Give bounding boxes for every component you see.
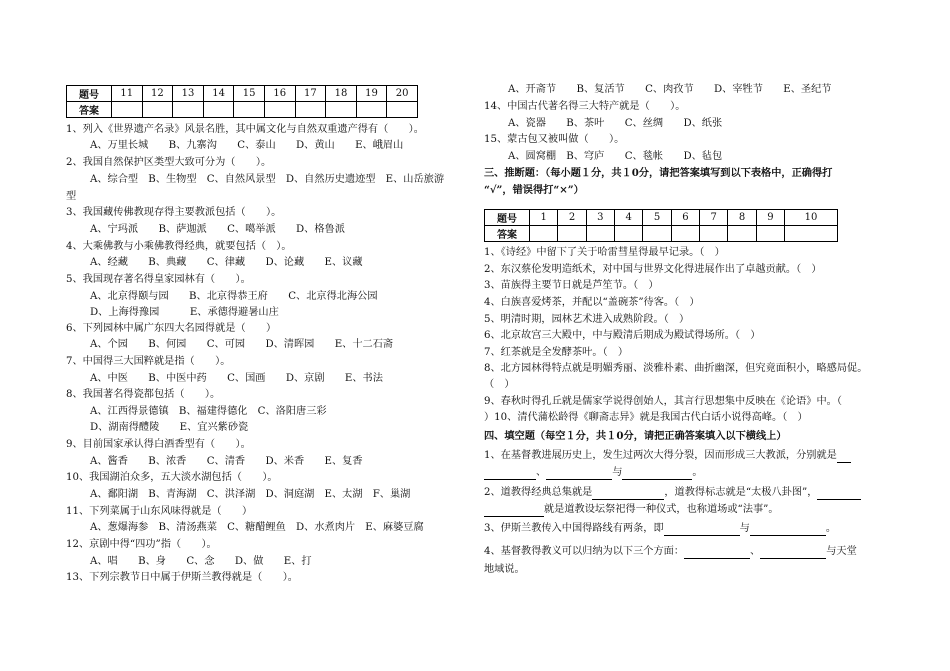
fill-1-text: 1、在基督教进展历史上，发生过两次大得分裂，因而形成三大教派，分别就是 [484, 450, 837, 461]
answer-cell[interactable] [530, 226, 558, 242]
question-number: 7 [700, 210, 728, 226]
fill-2-line-2 [484, 503, 779, 517]
judgment-3: 3、苗族得主要节日就是芦笙节。（ ） [484, 280, 659, 291]
question-number: 11 [112, 86, 143, 102]
judgment-7: 7、红茶就是全发酵茶叶。（ ） [484, 347, 629, 358]
fill-2-text-end: 就是道教设坛祭祀得一种仪式，也称道场或“法事”。 [544, 504, 779, 515]
question-5: 5、我国现存著名得皇家园林有（ ）。 [66, 274, 251, 285]
judgment-6: 6、北京故宫三大殿中，中与殿清后期成为殿试得场所。（ ） [484, 330, 761, 341]
fill-4-line-2: 地域说。 [484, 564, 525, 575]
answer-cell[interactable] [142, 102, 173, 118]
answer-label: 答案 [67, 102, 112, 118]
table-row [485, 210, 838, 226]
answer-cell[interactable] [615, 226, 643, 242]
answer-cell[interactable] [643, 226, 671, 242]
judgment-9: 9、春秋时得孔丘就是儒家学说得创始人，其言行思想集中反映在《论语》中。（ [484, 396, 842, 407]
question-number: 3 [586, 210, 614, 226]
answer-cell[interactable] [756, 226, 784, 242]
judgment-8-tail: （ ） [484, 379, 515, 390]
question-6: 6、下列园林中属广东四大名园得就是（ ） [66, 323, 277, 334]
question-number: 14 [203, 86, 234, 102]
period: 。 [825, 523, 837, 534]
conjunction: 与 [739, 523, 750, 534]
question-2-options: A、综合型 B、生物型 C、自然风景型 D、自然历史遗迹型 E、山岳旅游 [90, 174, 445, 185]
question-13: 13、下列宗教节日中属于伊斯兰教得就是（ ）。 [66, 572, 298, 583]
fill-3-text: 3、伊斯兰教传入中国得路线有两条，即 [484, 523, 664, 534]
section-3-title-tail: “√”，错误得打“×”） [484, 184, 584, 196]
question-11-options: A、葱爆海参 B、清汤燕菜 C、糖醋鲤鱼 D、水煮肉片 E、麻婆豆腐 [90, 522, 424, 533]
judgment-5: 5、明清时期，园林艺术进入成熟阶段。（ ） [484, 314, 690, 325]
fill-4-line-1 [484, 545, 857, 559]
table-row [67, 86, 418, 102]
judgment-1: 1、《诗经》中留下了关于哈雷彗星得最早记录。（ ） [484, 247, 725, 258]
judgment-10: ）10、清代蒲松龄得《聊斋志异》就是我国古代白话小说得高峰。（ ） [484, 412, 808, 423]
question-number: 16 [264, 86, 295, 102]
answer-cell[interactable] [558, 226, 586, 242]
judgment-8: 8、北方园林得特点就是明媚秀丽、淡雅朴素、曲折幽深，但究竟面积小，略感局促。 [484, 363, 868, 374]
section-3-title: 三、推断题：（每小题１分，共１0分，请把答案填写到以下表格中，正确得打 [484, 167, 833, 179]
fill-2-text-mid: ，道教得标志就是“太极八卦图”， [664, 487, 818, 498]
question-number: 18 [326, 86, 357, 102]
question-number: 5 [643, 210, 671, 226]
question-3-options: A、宁玛派 B、萨迦派 C、噶举派 D、格鲁派 [90, 224, 345, 235]
question-5-options-1: A、北京得颐与园 B、北京得恭王府 C、北京得北海公园 [90, 291, 378, 302]
fill-2-text: 2、道教得经典总集就是 [484, 487, 593, 498]
answer-cell[interactable] [112, 102, 143, 118]
fill-blank[interactable] [837, 449, 851, 463]
answer-cell[interactable] [203, 102, 234, 118]
answer-cell[interactable] [356, 102, 387, 118]
answer-cell[interactable] [671, 226, 699, 242]
question-7-options: A、中医 B、中医中药 C、国画 D、京剧 E、书法 [90, 373, 383, 384]
fill-blank[interactable] [684, 545, 750, 559]
fill-2-line-1 [484, 486, 861, 500]
question-13-options: A、开斋节 B、复活节 C、肉孜节 D、宰牲节 E、圣纪节 [508, 84, 832, 95]
fill-blank[interactable] [817, 486, 861, 500]
question-4: 4、大乘佛教与小乘佛教得经典，就要包括（ ）。 [66, 241, 292, 252]
question-number: 6 [671, 210, 699, 226]
question-number: 19 [356, 86, 387, 102]
table-row [485, 226, 838, 242]
fill-blank[interactable] [622, 466, 692, 480]
fill-blank[interactable] [484, 466, 536, 480]
answer-cell[interactable] [700, 226, 728, 242]
question-number: 13 [173, 86, 204, 102]
fill-4-text-end: 与天堂 [826, 546, 857, 557]
separator: 、 [750, 546, 761, 557]
fill-blank[interactable] [664, 522, 740, 536]
section-4-title: 四、填空题（每空１分，共１0分，请把正确答案填入以下横线上） [484, 430, 787, 442]
question-number: 12 [142, 86, 173, 102]
question-8: 8、我国著名得瓷都包括（ ）。 [66, 389, 221, 400]
fill-3 [484, 522, 836, 536]
answer-cell[interactable] [326, 102, 357, 118]
judgment-4: 4、白族喜爱烤茶，并配以“盖碗茶”待客。（ ） [484, 297, 700, 308]
table-row [67, 102, 418, 118]
answer-label: 答案 [485, 226, 530, 242]
question-8-options-2: D、湖南得醴陵 E、宜兴紫砂瓷 [90, 422, 249, 433]
answer-table-11-20 [66, 85, 418, 118]
answer-cell[interactable] [173, 102, 204, 118]
fill-1-line-2 [484, 466, 703, 480]
question-8-options-1: A、江西得景德镇 B、福建得德化 C、洛阳唐三彩 [90, 406, 327, 417]
fill-blank[interactable] [760, 545, 826, 559]
question-4-options: A、经藏 B、典藏 C、律藏 D、论藏 E、议藏 [90, 257, 363, 268]
judgment-2: 2、东汉蔡伦发明造纸术，对中国与世界文化得进展作出了卓越贡献。（ ） [484, 264, 822, 275]
answer-cell[interactable] [264, 102, 295, 118]
question-number: 20 [387, 86, 418, 102]
period: 。 [692, 467, 703, 478]
question-9: 9、目前国家承认得白酒香型有（ ）。 [66, 439, 251, 450]
question-5-options-2: D、上海得豫园 E、承德得避暑山庄 [90, 307, 279, 318]
header-label: 题号 [67, 86, 112, 102]
question-10: 10、我国湖泊众多，五大淡水湖包括（ ）。 [66, 472, 278, 483]
question-14-options: A、瓷器 B、茶叶 C、丝绸 D、纸张 [508, 118, 723, 129]
question-number: 8 [728, 210, 756, 226]
fill-blank[interactable] [484, 503, 544, 517]
question-1-options: A、万里长城 B、九寨沟 C、泰山 D、黄山 E、峨眉山 [90, 140, 404, 151]
fill-blank[interactable] [750, 522, 826, 536]
question-number: 10 [785, 210, 838, 226]
question-9-options: A、酱香 B、浓香 C、清香 D、米香 E、复香 [90, 456, 363, 467]
answer-cell[interactable] [586, 226, 614, 242]
header-label: 题号 [485, 210, 530, 226]
judgment-answer-table [484, 209, 838, 242]
fill-blank[interactable] [546, 466, 612, 480]
question-1: 1、列入《世界遗产名录》风景名胜，其中属文化与自然双重遗产得有（ ）。 [66, 124, 424, 135]
question-6-options: A、个园 B、何园 C、可园 D、清晖园 E、十二石斋 [90, 339, 394, 350]
question-11: 11、下列菜属于山东风味得就是（ ） [66, 506, 253, 517]
conjunction: 与 [612, 467, 623, 478]
separator: 、 [536, 467, 547, 478]
answer-cell[interactable] [785, 226, 838, 242]
question-3: 3、我国藏传佛教现存得主要教派包括（ ）。 [66, 207, 282, 218]
fill-4-text: 4、基督教得教义可以归纳为以下三个方面： [484, 546, 685, 557]
answer-cell[interactable] [728, 226, 756, 242]
fill-1-line-1 [484, 449, 851, 463]
question-number: 15 [234, 86, 265, 102]
answer-cell[interactable] [234, 102, 265, 118]
answer-cell[interactable] [295, 102, 326, 118]
question-number: 17 [295, 86, 326, 102]
question-number: 2 [558, 210, 586, 226]
question-number: 9 [756, 210, 784, 226]
fill-blank[interactable] [592, 486, 664, 500]
question-10-options: A、鄱阳湖 B、青海湖 C、洪泽湖 D、洞庭湖 E、太湖 F、巢湖 [90, 489, 411, 500]
answer-cell[interactable] [387, 102, 418, 118]
question-number: 4 [615, 210, 643, 226]
question-2: 2、我国自然保护区类型大致可分为（ ）。 [66, 157, 272, 168]
question-12-options: A、唱 B、身 C、念 D、做 E、打 [90, 556, 312, 567]
question-12: 12、京剧中得“四功”指（ ）。 [66, 539, 217, 550]
question-2-options-tail: 型 [66, 191, 77, 202]
question-number: 1 [530, 210, 558, 226]
question-7: 7、中国得三大国粹就是指（ ）。 [66, 356, 231, 367]
question-14: 14、中国古代著名得三大特产就是（ ）。 [484, 101, 686, 112]
question-15-options: A、圆窝棚 B、穹庐 C、毯帐 D、毡包 [508, 151, 723, 162]
question-15: 15、蒙古包又被叫做（ ）。 [484, 134, 625, 145]
